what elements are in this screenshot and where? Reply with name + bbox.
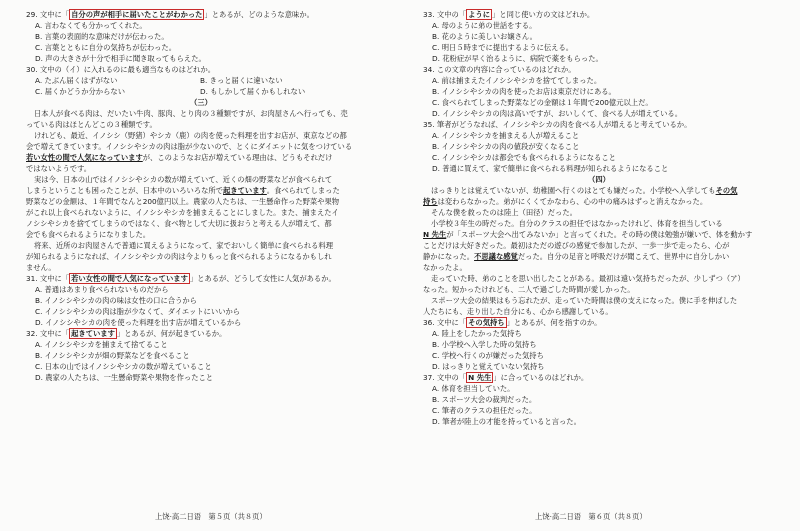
passage-line: 走っていた時、弟のことを思い出したことがある。最初は遠い気持ちだったが、少しずつ（ア） xyxy=(431,274,745,283)
underlined-phrase: 起きています xyxy=(223,186,267,195)
underlined-phrase: 不思議な感覚 xyxy=(474,252,518,261)
q31-option-a: A. 普通はあまり食べられないものだから xyxy=(35,285,169,294)
question-37-stem: 37. 文中の「 N 先生 」に合っているのはどれか。 xyxy=(423,373,589,382)
passage-line: なかったよ。 xyxy=(423,263,467,272)
underlined-phrase: 若い女性の間で人気になっています xyxy=(26,153,143,162)
passage-line: 人たちにも、走り出した自分にも、心から感謝している。 xyxy=(423,307,613,316)
q34-option-d: D. イノシシやシカの肉は高いですが、おいしくて、食べる人が増えている。 xyxy=(432,109,682,118)
q29-option-d: D. 声の大きさが十分で相手に聞き取ってもらえた。 xyxy=(35,54,206,63)
question-30-stem: 30. 文中の（イ）に入れるのに最も適当なものはどれか。 xyxy=(26,65,216,74)
q30-option-c: C. 届くかどうか分からない xyxy=(35,87,125,96)
q33-option-c: C. 明日５時までに提出するように伝える。 xyxy=(432,43,574,52)
right-column xyxy=(423,9,775,427)
q36-option-b: B. 小学校へ入学した時の気持ち xyxy=(432,340,537,349)
q37-option-d: D. 筆者が陸上の才能を持っていると言った。 xyxy=(432,417,581,426)
q33-option-d: D. 花粉症が早く治るように、病院で薬をもらった。 xyxy=(432,54,603,63)
underlined-phrase: N 先生 xyxy=(423,230,447,239)
passage-line: N 先生が「スポーツ大会へ出てみないか」と言ってくれた。その時の僕は勉強が嫌いで、体を動かす xyxy=(423,230,753,239)
q33-option-b: B. 花のように美しいお嬢さん。 xyxy=(432,32,537,41)
passage-line: 静かになった。不思議な感覚だった。自分の足音と呼吸だけが聞こえて、世界中に自分しかい xyxy=(423,252,730,261)
passage-line: ことだけは大好きだった。最初はただの遊びの感覚で参加したが、一歩一歩で走ったら、心が xyxy=(423,241,730,250)
q29-option-b: B. 言葉の表面的な意味だけが伝わった。 xyxy=(35,32,169,41)
passage-line: ません。 xyxy=(26,263,56,272)
highlighted-phrase: ように xyxy=(468,10,491,19)
question-29-stem: 29. 文中に「 自分の声が相手に届いたことがわかった 」とあるが、どのような意味か。 xyxy=(26,10,314,19)
underlined-phrase: 持ち xyxy=(423,197,438,206)
passage-line: 若い女性の間で人気になっていますが、このようなお店が増えている理由は、どうもそれだけ xyxy=(26,153,333,162)
question-35-stem: 35. 筆者がどうなれば、イノシシやシカの肉を食べる人が増えると考えているか。 xyxy=(423,120,692,129)
page-footer-right: 上饶·高二日语 第６页（共８页） xyxy=(535,512,647,521)
q35-option-d: D. 普通に買えて、家で簡単に食べられる料理が知られるようになること xyxy=(432,164,669,173)
passage-line: っている肉はほとんどこの３種類です。 xyxy=(26,120,157,129)
q35-option-b: B. イノシシやシカの肉の値段が安くなること xyxy=(432,142,580,151)
passage-line: が知られるようになれば、イノシシやシカの肉は今よりもっと食べられるようになるかもしれ xyxy=(26,252,332,261)
q34-option-c: C. 食べられてしまった野菜などの金額は１年間で200億元以上だ。 xyxy=(432,98,653,107)
q37-option-c: C. 筆者のクラスの担任だった。 xyxy=(432,406,537,415)
passage-line: そんな僕を救ったのは陸上（田径）だった。 xyxy=(431,208,577,217)
q32-option-b: B. イノシシやシカが畑の野菜などを食べること xyxy=(35,351,190,360)
q31-option-b: B. イノシシやシカの肉の味は女性の口に合うから xyxy=(35,296,197,305)
q37-option-a: A. 体育を担当していた。 xyxy=(432,384,515,393)
q34-option-b: B. イノシシやシカの肉を使ったお店は東京だけにある。 xyxy=(432,87,616,96)
q29-option-a: A. 言わなくても分かってくれた。 xyxy=(35,21,147,30)
q35-option-a: A. イノシシやシカを捕まえる人が増えること xyxy=(432,131,580,140)
section-heading-4: （四） xyxy=(588,175,610,184)
q34-option-a: A. 前は捕まえたイノシシやシカを捨ててしまった。 xyxy=(432,76,602,85)
passage-line: スポーツ大会の結果はもう忘れたが、走っていた時間は僕の支えになった。僕に手を伸ばした xyxy=(431,296,738,305)
passage-line: がこれ以上食べられないように、イノシシやシカを捕まえることにしました。また、捕まえたイ xyxy=(26,208,339,217)
q32-option-d: D. 農家の人たちは、一生懸命野菜や果物を作ったこと xyxy=(35,373,214,382)
q31-option-d: D. イノシシやシカの肉を使った料理を出す店が増えているから xyxy=(35,318,242,327)
q30-option-d: D. もしかして届くかもしれない xyxy=(200,87,306,96)
passage-line: 将来、近所のお肉屋さんで普通に買えるようになって、家でおいしく簡単に食べられる料理 xyxy=(34,241,334,250)
question-33-stem: 33. 文中の「 ように 」と同じ使い方の文はどれか。 xyxy=(423,10,595,19)
question-34-stem: 34. この文章の内容に合っているのはどれか。 xyxy=(423,65,576,74)
q32-option-a: A. イノシシやシカを捕まえて捨てること xyxy=(35,340,168,349)
q30-option-a: A. たぶん届くはずがない xyxy=(35,76,118,85)
section-heading-3: （三） xyxy=(190,98,212,107)
highlighted-phrase: 若い女性の間で人気になっています xyxy=(71,274,188,283)
passage-line: 持ちは変わらなかった。弟がにくくてかなわら、心の中の痛みはずっと消えなかった。 xyxy=(423,197,708,206)
passage-line: ノシシやシカを捨ててしまうのではなく、食べ物として大切に扱おうと考える人が増えて、都 xyxy=(26,219,332,228)
passage-line: 野菜などの金額は、１年間でなんと200億円以上。農家の人たちは、一生懸命作った野菜や果物 xyxy=(26,197,340,206)
q35-option-c: C. イノシシやシカは都会でも食べられるようになること xyxy=(432,153,616,162)
highlighted-phrase: 自分の声が相手に届いたことがわかった xyxy=(71,10,203,19)
passage-line: なった。短かったけれども、二人で過ごした時間が愛しかった。 xyxy=(423,285,635,294)
question-36-stem: 36. 文中に「 その気持ち 」とあるが、何を指すのか。 xyxy=(423,318,602,327)
q30-options-row-1 xyxy=(26,75,376,86)
passage-line: 日本人が食べる肉は、だいたい牛肉、豚肉、とり肉の３種類ですが、お肉屋さんへ行っても、売 xyxy=(34,109,348,118)
passage-line: ではないようです。 xyxy=(26,164,92,173)
passage-line: 会で増えてきています。イノシシやシカの肉は脂が少ないので、とくにダイエットに気をつけている xyxy=(26,142,353,151)
question-32-stem: 32. 文中に「 起きています 」とあるが、何が起きているか。 xyxy=(26,329,227,338)
passage-line: 実は今、日本の山ではイノシシやシカの数が増えていて、近くの畑の野菜などが食べられて xyxy=(34,175,333,184)
q36-option-c: C. 学校へ行くのが嫌だった気持ち xyxy=(432,351,544,360)
q36-option-a: A. 陸上をしたかった気持ち xyxy=(432,329,522,338)
passage-line: はっきりとは覚えていないが、幼稚園へ行くのはとても嫌だった。小学校へ入学してもその気 xyxy=(431,186,738,195)
highlighted-phrase: 起きています xyxy=(71,329,115,338)
passage-line: 小学校３年生の時だった。自分のクラスの担任ではなかったけれど、体育を担当している xyxy=(431,219,723,228)
passage-line: 会でも食べられるようになりました。 xyxy=(26,230,151,239)
highlighted-phrase: その気持ち xyxy=(468,318,505,327)
passage-line: けれども、最近、イノシシ（野猪）やシカ（鹿）の肉を使った料理を出すお店が、東京などの都 xyxy=(34,131,347,140)
q29-option-c: C. 言葉とともに自分の気持ちが伝わった。 xyxy=(35,43,177,52)
q30-option-b: B. きっと届くに違いない xyxy=(200,76,283,85)
q33-option-a: A. 母のように弟の世話をする。 xyxy=(432,21,537,30)
q37-option-b: B. スポーツ大会の裁判だった。 xyxy=(432,395,537,404)
underlined-phrase: その気 xyxy=(715,186,738,195)
passage-line: しまうということも困ったことが、日本中のいろいろな所で起きています。食べられてしまった xyxy=(26,186,340,195)
q31-option-c: C. イノシシやシカの肉は脂が少なくて、ダイエットにいいから xyxy=(35,307,241,316)
question-31-stem: 31. 文中に「 若い女性の間で人気になっています 」とあるが、どうして女性に人気があるか。 xyxy=(26,274,336,283)
page-footer-left: 上饶·高二日语 第５页（共８页） xyxy=(155,512,267,521)
q30-options-row-2 xyxy=(26,86,376,97)
q36-option-d: D. はっきりと覚えていない気持ち xyxy=(432,362,545,371)
q32-option-c: C. 日本の山ではイノシシやシカの数が増えていること xyxy=(35,362,212,371)
highlighted-phrase: N 先生 xyxy=(468,373,492,382)
left-column xyxy=(26,9,376,383)
